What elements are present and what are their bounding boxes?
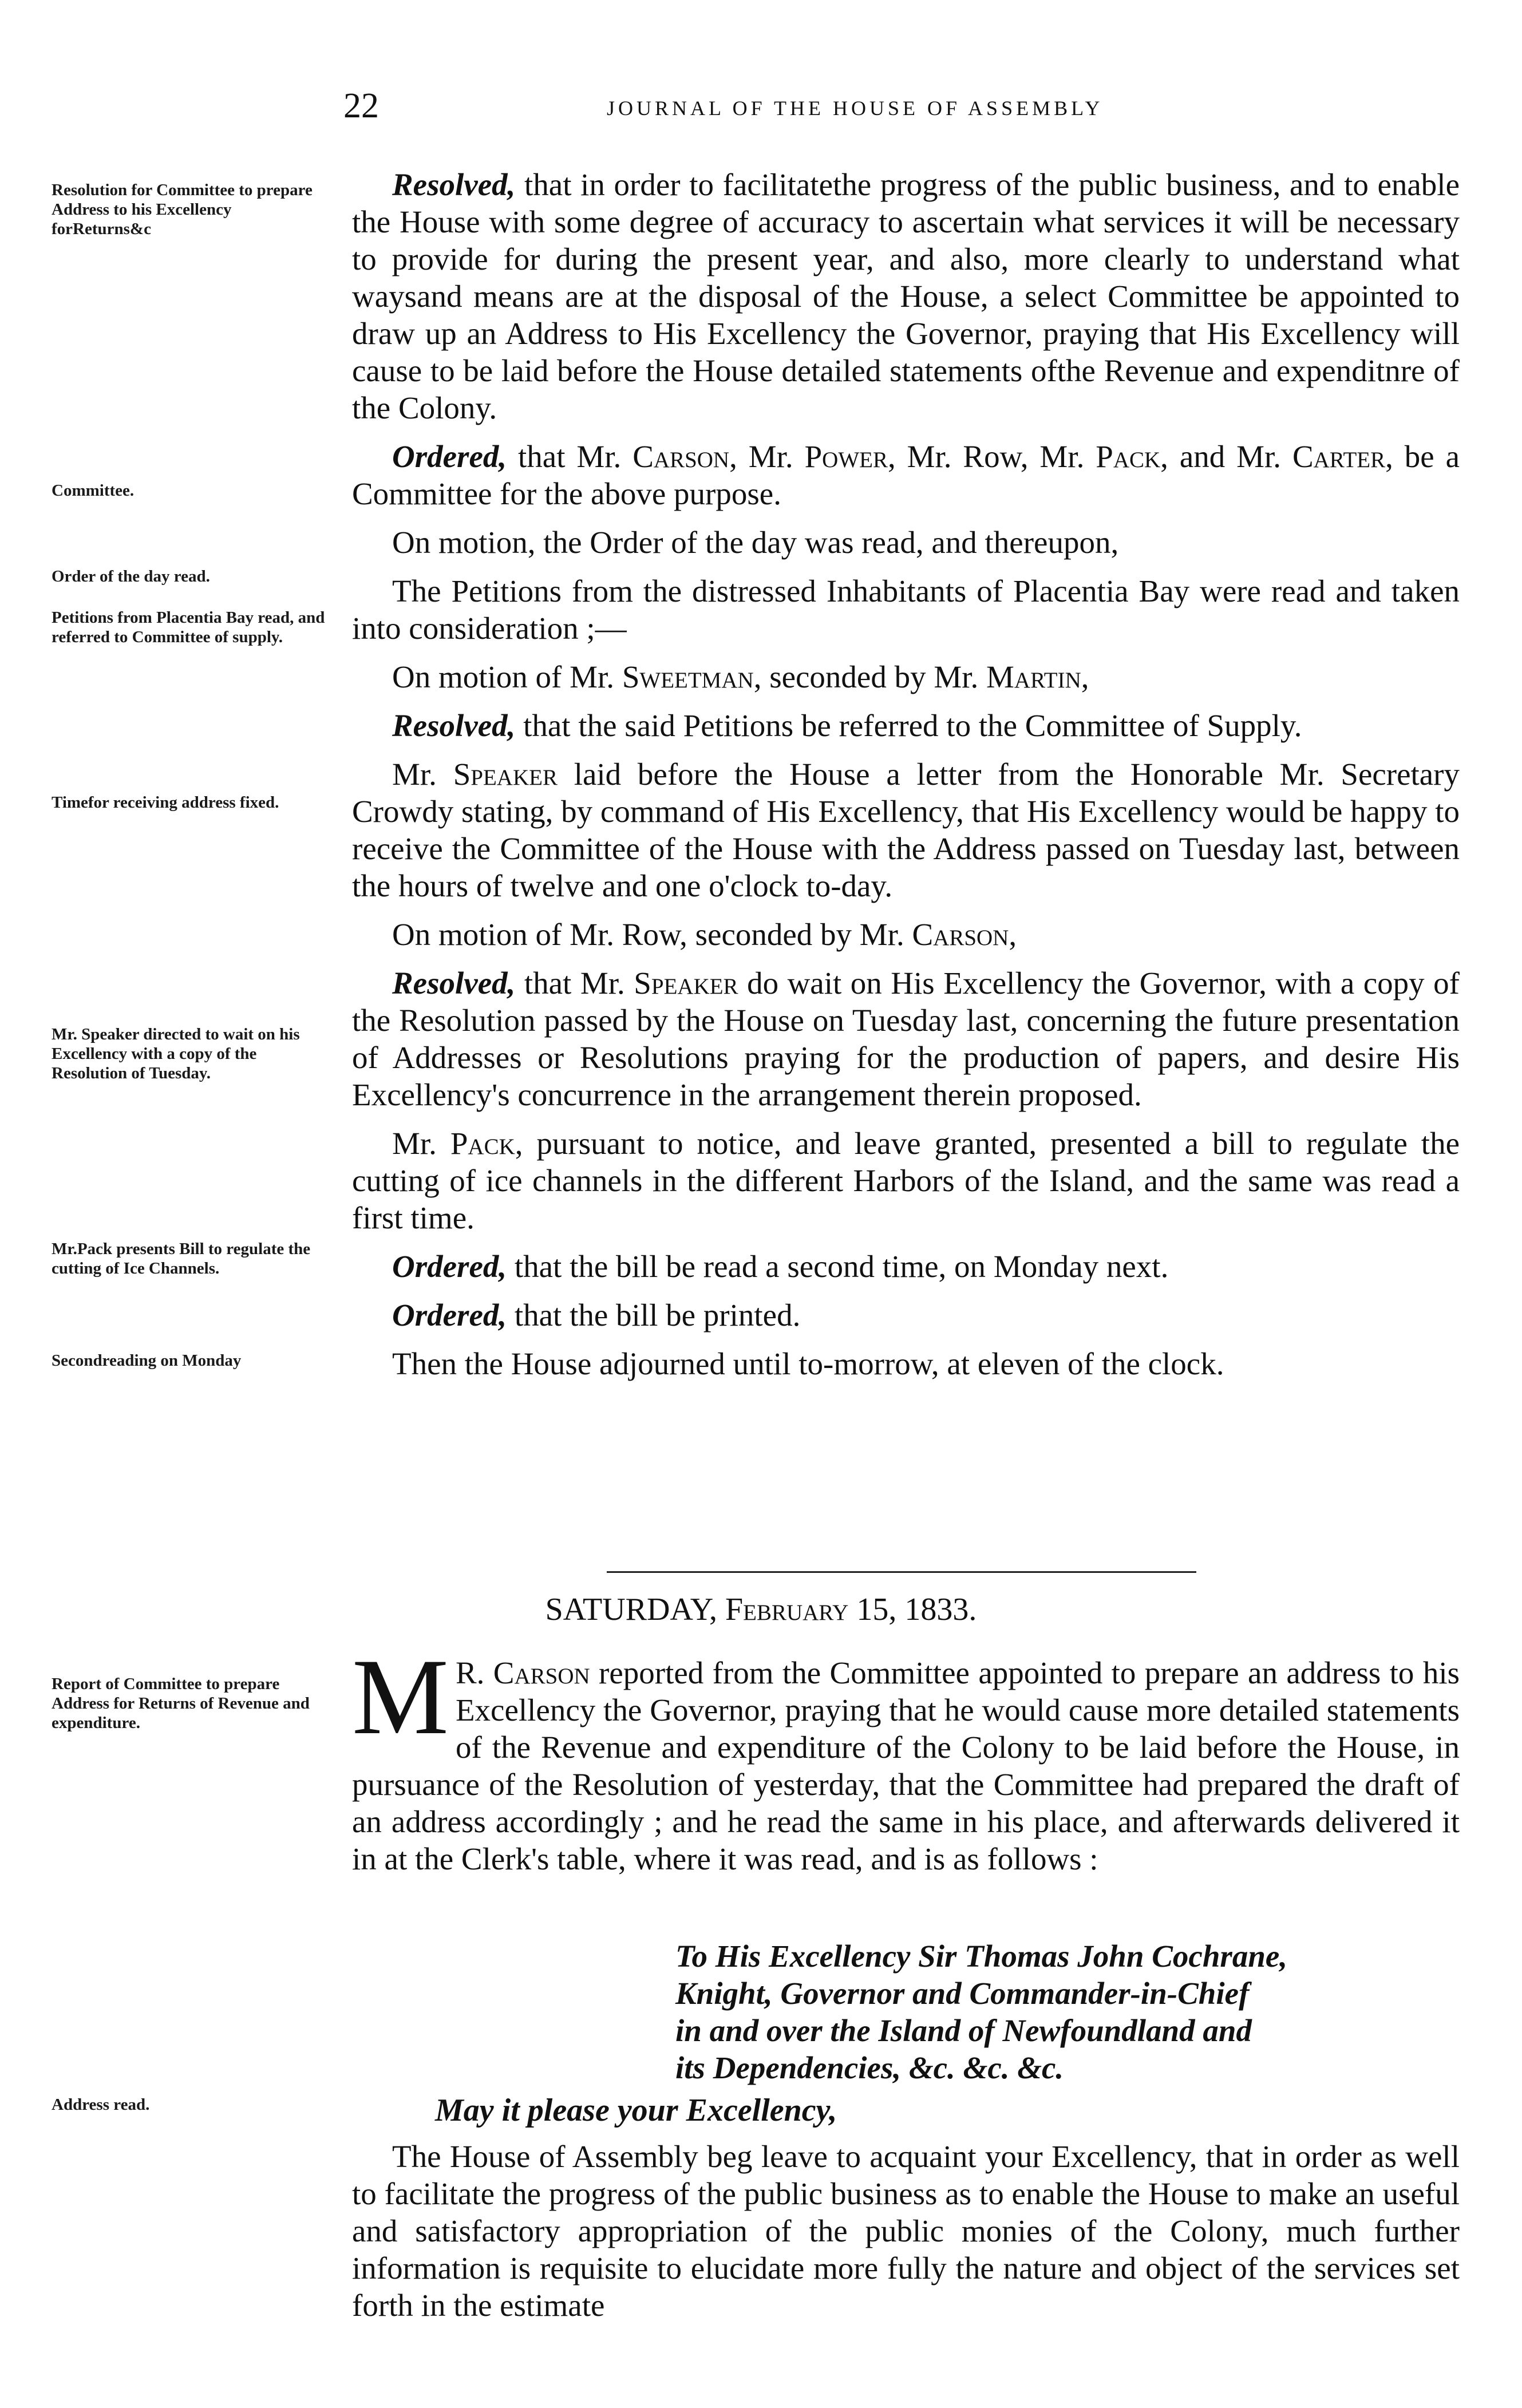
paragraph-text: , — [1081, 659, 1089, 694]
date-day: SATURDAY, — [545, 1592, 725, 1627]
paragraph-adjourned: Then the House adjourned until to-morrow, at eleven of the clock. — [392, 1346, 1224, 1381]
paragraph-text: , Mr. Row, Mr. — [887, 439, 1096, 474]
member-name: Speaker — [634, 966, 738, 1001]
paragraph-petitions: The Petitions from the distressed Inhabitants of Placentia Bay were read and taken into consideration ;— — [352, 574, 1460, 646]
paragraph-text: that Mr. — [507, 439, 633, 474]
paragraph-committee — [352, 438, 1460, 512]
drop-cap: M — [352, 1637, 449, 1757]
address-paragraph: The House of Assembly beg leave to acquaint your Excellency, that in order as well to facilitate the progress of the public business as to enable the House to make an useful and satisfactory appropriation of the public monies of the Colony, much further information is requisite to elucidate more fully the nature and object of the services set forth in the estimate — [352, 2139, 1460, 2323]
paragraph-text: Mr. — [392, 1126, 450, 1161]
margin-note: Mr.Pack presents Bill to regulate the cutting of Ice Channels. — [52, 1240, 311, 1278]
paragraph-text: that the bill be read a second time, on Monday next. — [507, 1249, 1169, 1284]
paragraph-speaker-letter — [352, 756, 1460, 904]
margin-note: Report of Committee to prepare Address for Returns of Revenue and expenditure. — [52, 1675, 310, 1732]
address-line: in and over the Island of Newfoundland and — [675, 2013, 1252, 2048]
member-name: Pack — [1096, 439, 1161, 474]
paragraph-order — [352, 1296, 1460, 1334]
salutation: May it please your Excellency, — [435, 2093, 837, 2128]
page-number: 22 — [343, 86, 379, 125]
paragraph-text: that the bill be printed. — [507, 1298, 801, 1332]
paragraph-text: , and Mr. — [1160, 439, 1292, 474]
lead-word: Resolved, — [392, 708, 516, 743]
paragraph-text: do wait on His Excellency the Governor, with a copy of the Resolution passed by the House on Tuesday last, concerning the future presentation of Addresses or Resolutions praying for the production of papers, and desire His Excellency's concurrence in the arrangement therein proposed. — [352, 966, 1460, 1112]
member-name: Carson — [912, 917, 1009, 952]
address-line: Knight, Governor and Commander-in-Chief — [675, 1976, 1250, 2011]
margin-note: Order of the day read. — [52, 567, 210, 586]
paragraph-motion — [352, 658, 1460, 695]
paragraph-text: Mr. — [392, 757, 453, 792]
lead-word: Resolved, — [392, 167, 516, 202]
lead-word: Ordered, — [392, 439, 507, 474]
paragraph-text: reported from the Committee appointed to prepare an address to his Excellency the Governor, praying that he would cause more detailed statements of the Revenue and expenditure of the Colony to be laid before the House, in pursuance of the Resolution of yesterday, that the Committee had prepared the draft of an address accordingly ; and he read the same in his place, and afterwards delivered it in at the Clerk's table, where it was read, and is as follows : — [352, 1655, 1460, 1876]
margin-note: Petitions from Placentia Bay read, and referred to Committee of supply. — [52, 608, 325, 646]
member-name: Power — [804, 439, 888, 474]
date-month: February — [725, 1592, 849, 1627]
date-heading — [0, 1591, 1522, 1628]
running-title: JOURNAL OF THE HOUSE OF ASSEMBLY — [607, 97, 1104, 120]
address-recipient — [675, 1938, 1460, 2086]
paragraph-text: , seconded by Mr. — [753, 659, 987, 694]
address-line: To His Excellency Sir Thomas John Cochrane, — [675, 1939, 1288, 1974]
margin-note: Secondreading on Monday — [52, 1351, 242, 1370]
paragraph-text: that the said Petitions be referred to the Committee of Supply. — [515, 708, 1302, 743]
paragraph-text: , — [1009, 917, 1017, 952]
paragraph-text: , be a Committee for the above purpose. — [352, 439, 1460, 511]
report-paragraph — [352, 1637, 1460, 1877]
margin-note: Timefor receiving address fixed. — [52, 793, 279, 812]
member-name: Carson — [493, 1655, 590, 1690]
lead-word: Ordered, — [392, 1298, 507, 1332]
paragraph-resolution — [352, 707, 1460, 744]
paragraph-order-of-day: On motion, the Order of the day was read, and thereupon, — [392, 525, 1119, 560]
lead-word: Resolved, — [392, 966, 516, 1001]
member-name: Sweetman — [622, 659, 754, 694]
member-name: Speaker — [453, 757, 558, 792]
paragraph-text: On motion of Mr. — [392, 659, 622, 694]
paragraph-text: that Mr. — [515, 966, 634, 1001]
paragraph-bill — [352, 1125, 1460, 1236]
paragraph-text: , pursuant to notice, and leave granted, presented a bill to regulate the cutting of ice channels in the different Harbors of the Island, and the same was read a first time. — [352, 1126, 1460, 1235]
margin-note: Committee. — [52, 481, 135, 500]
paragraph-text: R. — [455, 1655, 493, 1690]
paragraph-text: On motion of Mr. Row, seconded by Mr. — [392, 917, 912, 952]
address-line: its Dependencies, &c. &c. &c. — [675, 2050, 1064, 2085]
margin-note: Mr. Speaker directed to wait on his Excellency with a copy of the Resolution of Tuesday. — [52, 1025, 300, 1082]
paragraph-order — [352, 1248, 1460, 1285]
paragraph-text: that in order to facilitatethe progress of the public business, and to enable the House with some degree of accuracy to ascertain what services it will be necessary to provide for during the present year, and also, more clearly to understand what waysand means are at the disposal of the House, a select Committee be appointed to draw up an Address to His Excellency the Governor, praying that His Excellency will cause to be laid before the House detailed statements ofthe Revenue and expenditnre of the Colony. — [352, 167, 1460, 425]
member-name: Pack — [450, 1126, 515, 1161]
member-name: Carson — [632, 439, 730, 474]
member-name: Martin — [986, 659, 1081, 694]
paragraph-text: laid before the House a letter from the Honorable Mr. Secretary Crowdy stating, by command of His Excellency, that His Excellency would be happy to receive the Committee of the House with the Address passed on Tuesday last, between the hours of twelve and one o'clock to-day. — [352, 757, 1460, 903]
date-rest: 15, 1833. — [848, 1592, 977, 1627]
member-name: Carter — [1292, 439, 1386, 474]
paragraph-resolution — [352, 964, 1460, 1113]
paragraph-motion — [352, 916, 1460, 953]
margin-note: Address read. — [52, 2095, 150, 2114]
paragraph-text: , Mr. — [729, 439, 805, 474]
page-header — [0, 86, 1522, 132]
section-divider — [607, 1571, 1196, 1573]
paragraph-resolution — [352, 166, 1460, 426]
journal-body — [352, 166, 1460, 1394]
lead-word: Ordered, — [392, 1249, 507, 1284]
address-body — [352, 2138, 1460, 2335]
margin-note: Resolution for Committee to prepare Address to his Excellency forReturns&c — [52, 181, 313, 238]
